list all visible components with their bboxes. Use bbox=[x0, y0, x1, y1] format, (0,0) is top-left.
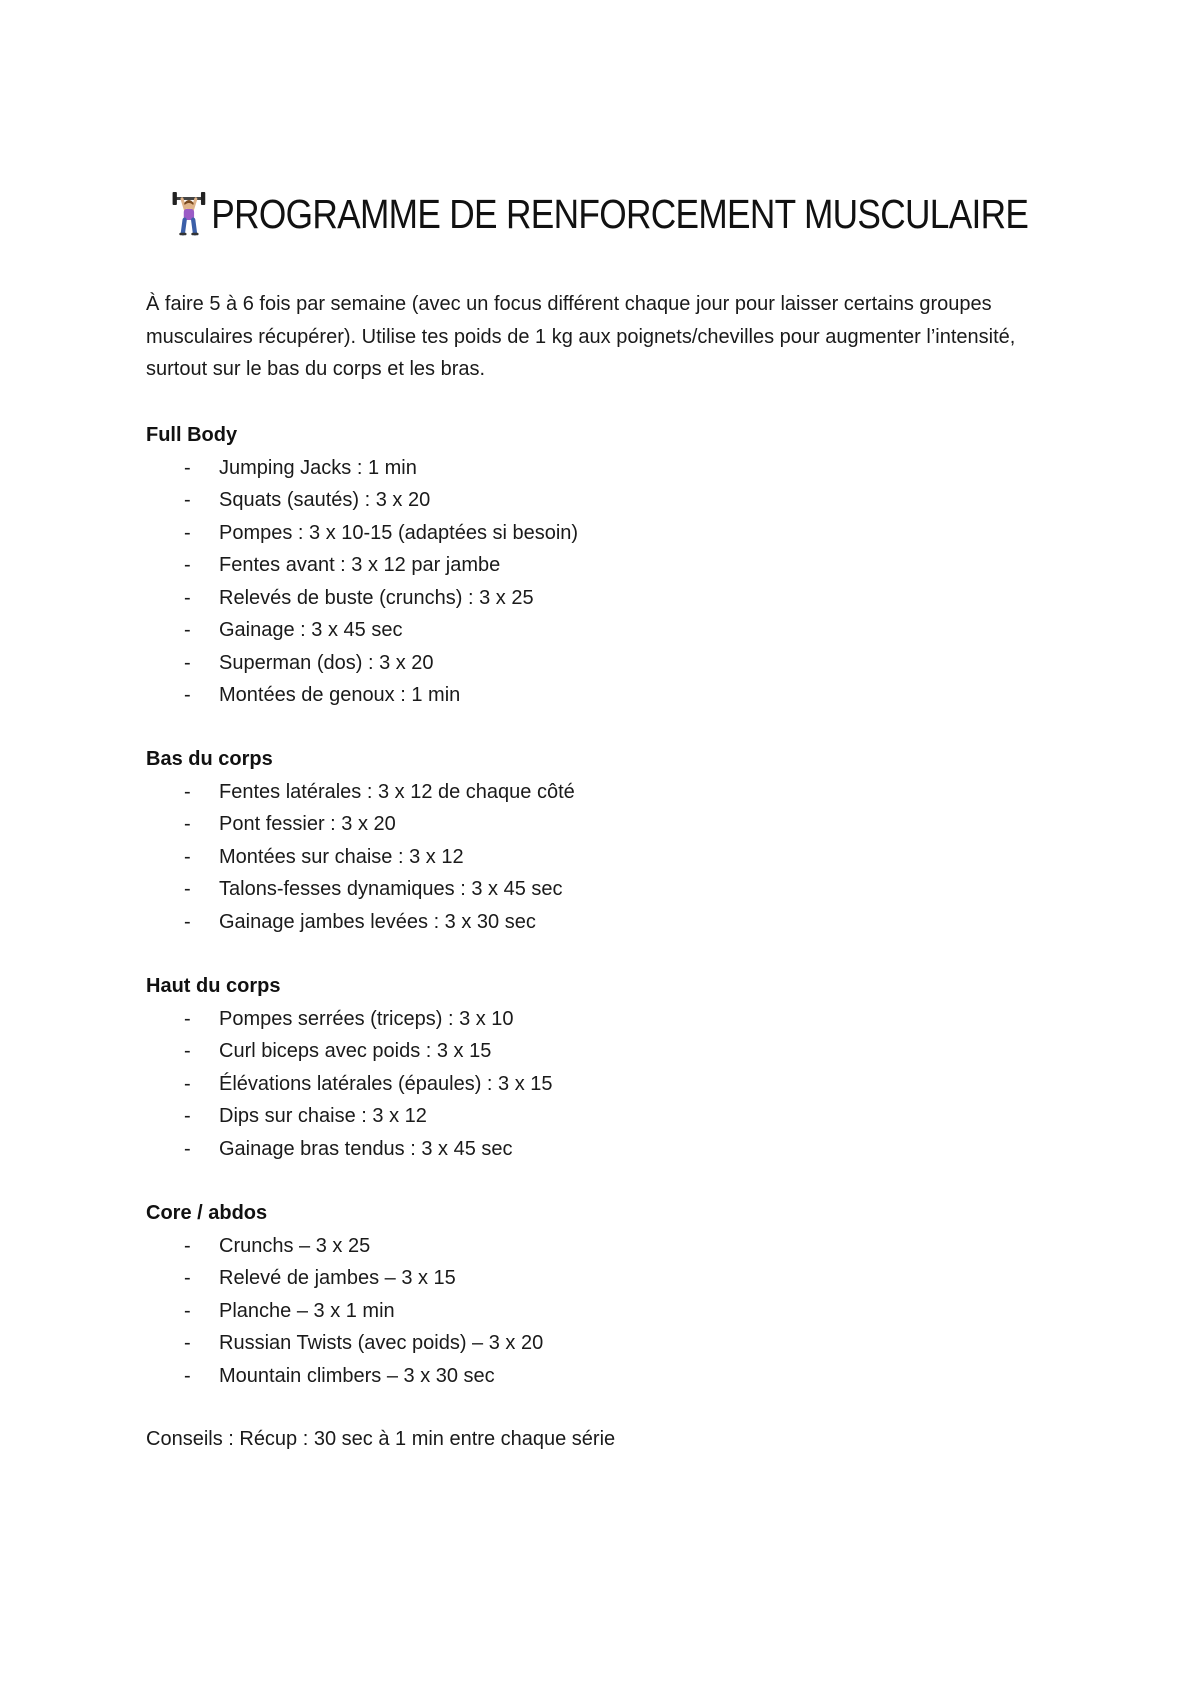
bullet-dash: - bbox=[184, 813, 191, 835]
list-item bbox=[146, 679, 1046, 712]
list-item bbox=[146, 484, 1046, 517]
bullet-dash: - bbox=[184, 1137, 191, 1160]
list-item bbox=[146, 549, 1046, 582]
list-item bbox=[146, 873, 1046, 906]
bullet-dash: - bbox=[184, 780, 191, 803]
section-heading: Haut du corps bbox=[146, 975, 281, 997]
list-item-text: Talons-fesses dynamiques : 3 x 45 sec bbox=[219, 878, 563, 900]
list-item bbox=[146, 1068, 1046, 1101]
bullet-dash: - bbox=[184, 489, 191, 511]
list-item bbox=[146, 614, 1046, 647]
bullet-dash: - bbox=[184, 1040, 191, 1062]
list-item-text: Relevés de buste (crunchs) : 3 x 25 bbox=[219, 586, 534, 609]
bullet-dash: - bbox=[184, 1072, 191, 1095]
section-heading: Bas du corps bbox=[146, 748, 273, 770]
list-item-text: Élévations latérales (épaules) : 3 x 15 bbox=[219, 1072, 553, 1095]
list-item-text: Pont fessier : 3 x 20 bbox=[219, 813, 396, 835]
list-item bbox=[146, 841, 1046, 874]
list-item-text: Crunchs – 3 x 25 bbox=[219, 1234, 371, 1257]
list-item-text: Superman (dos) : 3 x 20 bbox=[219, 651, 434, 674]
bullet-dash: - bbox=[184, 1332, 191, 1354]
bullet-dash: - bbox=[184, 456, 191, 479]
exercise-list bbox=[146, 776, 1046, 939]
list-item-text: Relevé de jambes – 3 x 15 bbox=[219, 1267, 456, 1289]
bullet-dash: - bbox=[184, 910, 191, 933]
list-item bbox=[146, 906, 1046, 939]
list-item-text: Gainage bras tendus : 3 x 45 sec bbox=[219, 1137, 513, 1160]
list-item bbox=[146, 808, 1046, 841]
bullet-dash: - bbox=[184, 1007, 191, 1030]
page-title bbox=[84, 188, 1116, 240]
section-core-abdos bbox=[146, 1197, 1046, 1392]
intro-paragraph bbox=[146, 288, 1066, 386]
list-item-text: Gainage jambes levées : 3 x 30 sec bbox=[219, 910, 536, 933]
list-item bbox=[146, 517, 1046, 550]
advice-text: Conseils : Récup : 30 sec à 1 min entre chaque série bbox=[146, 1428, 616, 1450]
bullet-dash: - bbox=[184, 845, 191, 868]
list-item-text: Russian Twists (avec poids) – 3 x 20 bbox=[219, 1332, 544, 1354]
title-text: PROGRAMME DE RENFORCEMENT MUSCULAIRE bbox=[211, 191, 1029, 237]
section-heading: Full Body bbox=[146, 424, 238, 446]
list-item bbox=[146, 1262, 1046, 1295]
list-item bbox=[146, 1133, 1046, 1166]
list-item-text: Squats (sautés) : 3 x 20 bbox=[219, 489, 431, 511]
exercise-list bbox=[146, 1230, 1046, 1393]
list-item-text: Montées de genoux : 1 min bbox=[219, 684, 461, 706]
list-item bbox=[146, 582, 1046, 615]
list-item bbox=[146, 1035, 1046, 1068]
list-item bbox=[146, 647, 1046, 680]
list-item bbox=[146, 1100, 1046, 1133]
list-item bbox=[146, 1295, 1046, 1328]
bullet-dash: - bbox=[184, 1267, 191, 1289]
list-item bbox=[146, 1360, 1046, 1393]
bullet-dash: - bbox=[184, 1234, 191, 1257]
list-item bbox=[146, 452, 1046, 485]
list-item-text: Gainage : 3 x 45 sec bbox=[219, 619, 403, 641]
list-item bbox=[146, 776, 1046, 809]
list-item-text: Dips sur chaise : 3 x 12 bbox=[219, 1105, 427, 1127]
bullet-dash: - bbox=[184, 521, 191, 544]
list-item-text: Mountain climbers – 3 x 30 sec bbox=[219, 1364, 495, 1387]
section-full-body bbox=[146, 419, 1046, 712]
list-item-text: Pompes serrées (triceps) : 3 x 10 bbox=[219, 1007, 514, 1030]
list-item bbox=[146, 1327, 1046, 1360]
bullet-dash: - bbox=[184, 878, 191, 900]
list-item-text: Curl biceps avec poids : 3 x 15 bbox=[219, 1040, 492, 1062]
list-item-text: Pompes : 3 x 10-15 (adaptées si besoin) bbox=[219, 521, 579, 544]
list-item-text: Fentes latérales : 3 x 12 de chaque côté bbox=[219, 780, 575, 803]
section-bas-du-corps bbox=[146, 743, 1046, 938]
list-item-text: Planche – 3 x 1 min bbox=[219, 1299, 395, 1322]
bullet-dash: - bbox=[184, 586, 191, 609]
intro-text: À faire 5 à 6 fois par semaine (avec un focus différent chaque jour pour laisser certains groupes musculaires récupérer). Utilise tes poids de 1 kg aux poignets/chevilles pour augmenter l’intensité, surtout sur le bas du corps et les bras. bbox=[146, 293, 1016, 380]
exercise-list bbox=[146, 452, 1046, 712]
list-item bbox=[146, 1003, 1046, 1036]
bullet-dash: - bbox=[184, 1105, 191, 1127]
exercise-list bbox=[146, 1003, 1046, 1166]
bullet-dash: - bbox=[184, 554, 191, 576]
bullet-dash: - bbox=[184, 1299, 191, 1322]
weightlifter-icon bbox=[172, 190, 206, 236]
section-heading: Core / abdos bbox=[146, 1202, 268, 1224]
list-item-text: Fentes avant : 3 x 12 par jambe bbox=[219, 554, 501, 576]
list-item-text: Jumping Jacks : 1 min bbox=[219, 456, 417, 479]
list-item bbox=[146, 1230, 1046, 1263]
list-item-text: Montées sur chaise : 3 x 12 bbox=[219, 845, 464, 868]
bullet-dash: - bbox=[184, 1364, 191, 1387]
bullet-dash: - bbox=[184, 619, 191, 641]
bullet-dash: - bbox=[184, 684, 191, 706]
section-haut-du-corps bbox=[146, 970, 1046, 1165]
bullet-dash: - bbox=[184, 651, 191, 674]
